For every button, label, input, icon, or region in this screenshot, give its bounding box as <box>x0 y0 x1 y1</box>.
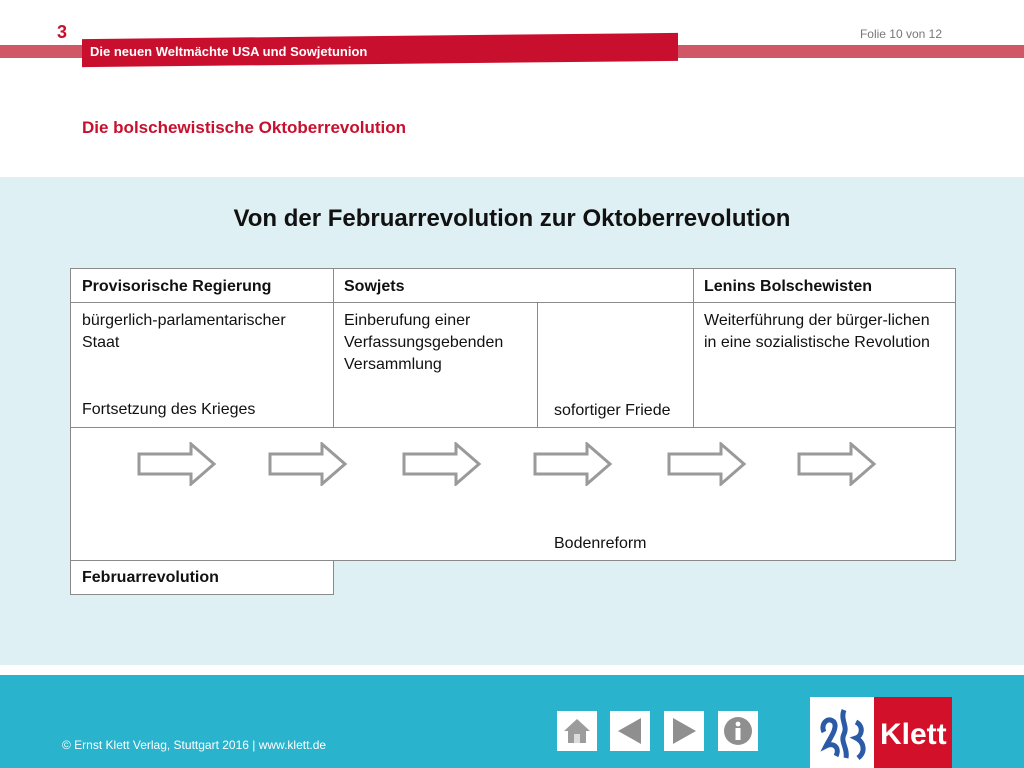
flow-arrow-icon <box>402 442 482 486</box>
cell-text: Weiterführung der bürger-lichen in eine sozialistische Revolution <box>704 312 930 351</box>
flow-arrow-icon <box>268 442 348 486</box>
flow-arrow-icon <box>137 442 217 486</box>
cell-friede <box>537 302 694 428</box>
cell-text: bürgerlich-parlamentarischer Staat <box>82 312 286 351</box>
next-button[interactable] <box>664 711 704 751</box>
header-label: Lenins Bolschewisten <box>704 278 873 295</box>
flow-arrow-icon <box>797 442 877 486</box>
header-cell-provisorische-regierung <box>70 268 334 303</box>
previous-button[interactable] <box>610 711 650 751</box>
flow-arrow-icon <box>667 442 747 486</box>
cell-text: Fortsetzung des Krieges <box>82 401 256 418</box>
home-icon <box>562 717 592 745</box>
home-button[interactable] <box>557 711 597 751</box>
arrow-right-icon <box>669 716 699 746</box>
info-icon <box>722 715 754 747</box>
header-cell-sowjets <box>333 268 694 303</box>
page-title: Von der Februarrevolution zur Oktoberrevolution <box>233 205 791 232</box>
cell-text: sofortiger Friede <box>554 402 671 419</box>
cell-februarrevolution <box>70 560 334 595</box>
cell-regierung <box>70 302 334 428</box>
cell-sowjets <box>333 302 538 428</box>
cell-text: Bodenreform <box>554 535 647 552</box>
chapter-banner-text: Die neuen Weltmächte USA und Sowjetunion <box>90 44 368 59</box>
section-title: Die bolschewistische Oktoberrevolution <box>82 118 407 137</box>
header-label: Sowjets <box>344 278 405 295</box>
cell-bolschewisten <box>693 302 956 428</box>
klett-logo-text: Klett <box>880 718 947 751</box>
header-label: Provisorische Regierung <box>82 278 272 295</box>
cell-text: Einberufung einer Verfassungsgebenden Versammlung <box>344 312 504 373</box>
chapter-number: 3 <box>57 22 68 42</box>
cell-text: Februarrevolution <box>82 569 219 586</box>
info-button[interactable] <box>718 711 758 751</box>
copyright: © Ernst Klett Verlag, Stuttgart 2016 | www.klett.de <box>62 738 327 752</box>
flow-arrow-icon <box>533 442 613 486</box>
arrow-left-icon <box>615 716 645 746</box>
slide-counter: Folie 10 von 12 <box>859 27 942 41</box>
klett-emblem-icon <box>818 702 872 764</box>
header-cell-bolschewisten <box>693 268 956 303</box>
